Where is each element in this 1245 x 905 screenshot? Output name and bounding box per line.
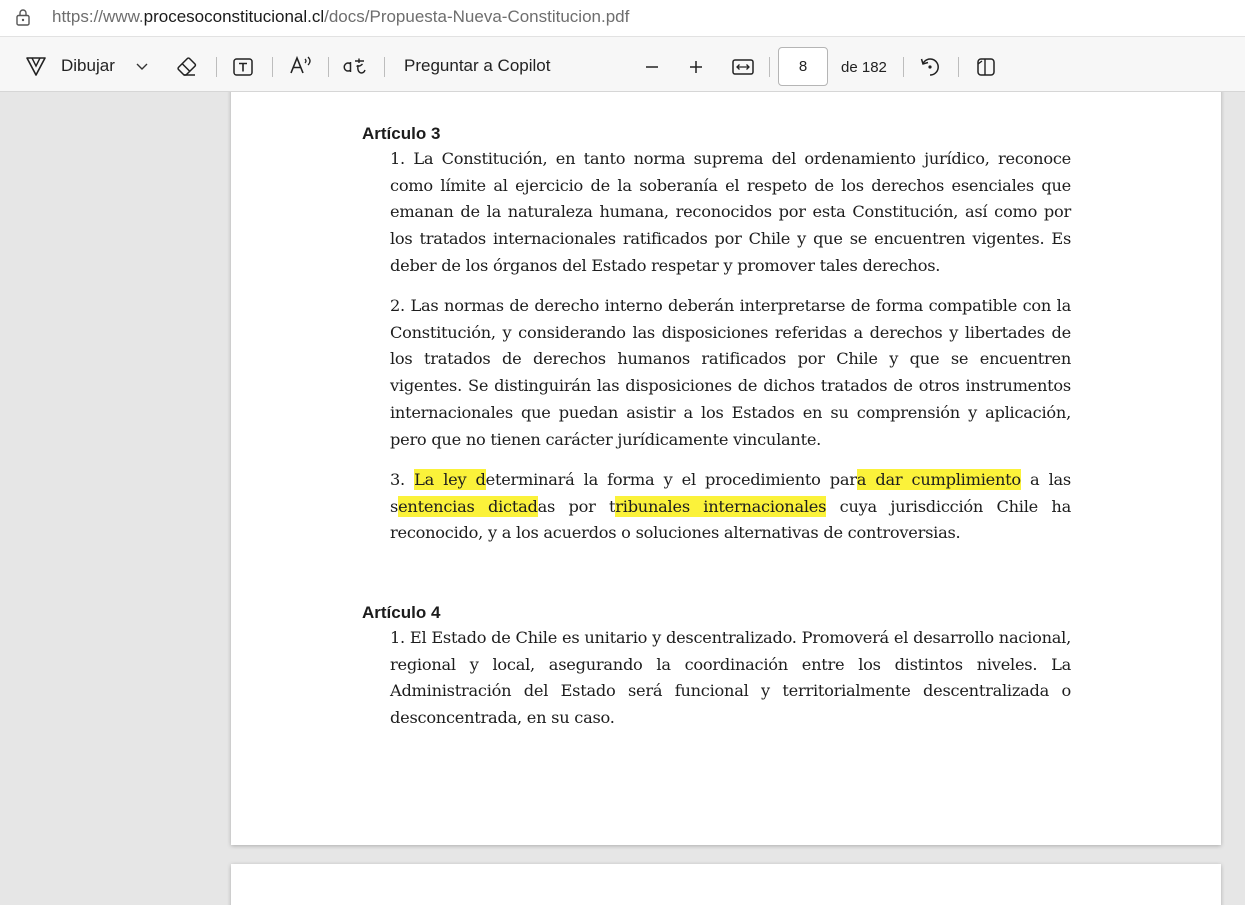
toolbar-divider [328,57,329,77]
toolbar-divider [216,57,217,77]
draw-button[interactable]: Dibujar [61,56,115,75]
article-heading: Artículo 3 [362,124,441,143]
highlight[interactable]: entencias dictad [398,496,538,516]
text-box-icon[interactable] [231,55,255,79]
toolbar-divider [958,57,959,77]
toolbar-divider [769,57,770,77]
ask-copilot-button[interactable]: Preguntar a Copilot [404,56,551,75]
page-total-label: de 182 [841,58,887,76]
highlighted-paragraph [390,467,1071,547]
paragraph-text: a las s [390,470,1071,516]
toolbar-divider [384,57,385,77]
document-viewer[interactable] [0,92,1245,905]
draw-icon[interactable] [24,54,48,78]
chevron-down-icon[interactable] [134,59,150,75]
highlight[interactable]: ribunales internacionales [615,496,827,516]
article-heading: Artículo 4 [362,603,441,622]
url-prefix: https://www. [52,7,144,26]
page-view-icon[interactable] [974,55,998,79]
address-bar [0,0,1245,36]
paragraph-text: 3. [390,470,415,489]
paragraph: 2. Las normas de derecho interno deberán interpretarse de forma compatible con la Constitución, y considerando las disposiciones referidas a derechos y libertades de los tratados de derechos humanos ratificados por Chile y que se encuentren vigentes. Se distinguirán las disposiciones de dichos tratados de otros instrumentos internacionales que puedan asistir a los Estados en su comprensión y aplicación, pero que no tienen carácter jurídicamente vinculante. [390,296,1071,449]
paragraph: 1. El Estado de Chile es unitario y descentralizado. Promoverá el desarrollo nacional, regional y local, asegurando la coordinación entre los distintos niveles. La Administración del Estado será funcional y territorialmente descentralizada o desconcentrada, en su caso. [390,628,1071,728]
zoom-out-icon[interactable] [642,57,662,77]
paragraph-text: eterminará la forma y el procedimiento par [485,470,857,489]
page-number-input[interactable]: 8 [778,47,828,86]
pdf-page [231,864,1221,905]
read-aloud-icon[interactable] [288,54,314,78]
paragraph: 1. La Constitución, en tanto norma suprema del ordenamiento jurídico, reconoce como límite al ejercicio de la soberanía el respeto de los derechos esenciales que emanan de la naturaleza humana, reconocidos por esta Constitución, así como por los tratados internacionales ratificados por Chile y que se encuentren vigentes. Es deber de los órganos del Estado respetar y promover tales derechos. [390,149,1071,275]
zoom-in-icon[interactable] [686,57,706,77]
url-field[interactable] [52,7,629,27]
translate-icon[interactable] [341,54,369,78]
url-path: /docs/Propuesta-Nueva-Constitucion.pdf [324,7,630,26]
url-host: procesoconstitucional.cl [143,7,325,26]
eraser-icon[interactable] [175,55,199,79]
toolbar-divider [272,57,273,77]
highlight[interactable]: La ley d [414,470,486,489]
rotate-icon[interactable] [918,55,942,79]
paragraph-text: as por t [537,496,616,516]
lock-icon[interactable] [15,8,31,26]
pdf-page [231,92,1221,845]
toolbar-divider [903,57,904,77]
fit-width-icon[interactable] [731,56,755,78]
highlight[interactable]: a dar cumplimiento [856,470,1021,489]
paragraph-text: cuya jurisdicción Chile ha reconocido, y a los acuerdos o soluciones alternativas de controversias. [390,496,1071,543]
pdf-toolbar [0,36,1245,92]
